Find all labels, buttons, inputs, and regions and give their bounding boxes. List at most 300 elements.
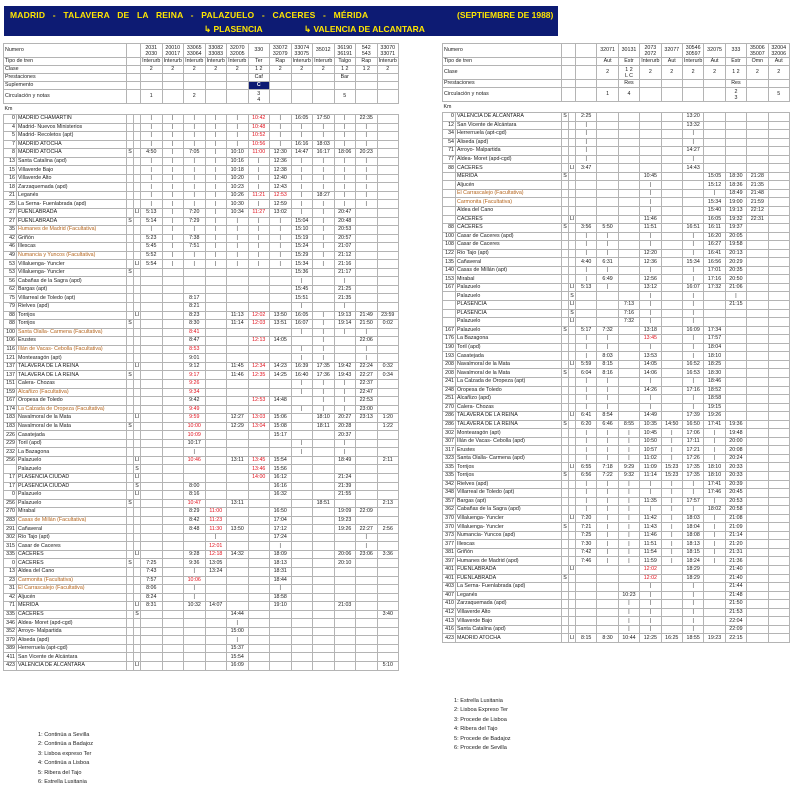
time-cell: | bbox=[291, 328, 313, 337]
time-cell: | bbox=[618, 514, 639, 523]
time-cell bbox=[725, 352, 746, 361]
stop-flag-cell bbox=[127, 593, 134, 602]
header-row bbox=[4, 74, 399, 82]
time-cell bbox=[747, 514, 768, 523]
km-cell: 88 bbox=[4, 311, 17, 320]
time-cell: | bbox=[576, 386, 597, 395]
time-cell bbox=[377, 448, 399, 457]
table-row bbox=[443, 352, 790, 361]
header-cell: 2 bbox=[270, 66, 292, 74]
time-cell: | bbox=[597, 480, 618, 489]
stop-flag-cell bbox=[127, 627, 134, 636]
time-cell: 6:04 bbox=[576, 369, 597, 378]
time-cell bbox=[205, 320, 227, 329]
time-cell: 21:07 bbox=[334, 243, 356, 252]
time-cell: | bbox=[313, 234, 335, 243]
table-row bbox=[443, 574, 790, 583]
station-cell: Casar de Caceres (apd) bbox=[456, 232, 562, 241]
time-cell: 15:17 bbox=[270, 431, 292, 440]
time-cell bbox=[747, 523, 768, 532]
time-cell bbox=[618, 130, 639, 139]
header-cell bbox=[768, 80, 789, 88]
km-cell: 208 bbox=[443, 360, 456, 369]
time-cell bbox=[725, 395, 746, 404]
table-row bbox=[4, 576, 399, 585]
table-row bbox=[4, 371, 399, 380]
time-cell bbox=[661, 224, 682, 233]
time-cell: | bbox=[184, 226, 206, 235]
time-cell: | bbox=[597, 403, 618, 412]
station-cell: Alcañizo (apd) bbox=[456, 395, 562, 404]
time-cell bbox=[661, 292, 682, 301]
time-cell bbox=[248, 644, 270, 653]
station-cell: Palazuelo bbox=[456, 318, 562, 327]
time-cell: 9:42 bbox=[184, 397, 206, 406]
time-cell: 10:18 bbox=[227, 166, 249, 175]
stop-flag-cell: S bbox=[563, 523, 567, 530]
time-cell bbox=[704, 138, 725, 147]
time-cell bbox=[248, 576, 270, 585]
stop-flag-cell: S bbox=[563, 173, 567, 180]
station-cell: Cabañas de la Sagra (apd) bbox=[456, 506, 562, 515]
time-cell bbox=[747, 352, 768, 361]
time-cell: 7:05 bbox=[184, 149, 206, 158]
time-cell bbox=[682, 189, 703, 198]
station-cell: Carmonita (Facultativa) bbox=[17, 576, 127, 585]
stop-flag-cell bbox=[562, 506, 569, 515]
time-cell bbox=[747, 429, 768, 438]
time-cell bbox=[661, 301, 682, 310]
time-cell: | bbox=[205, 191, 227, 200]
stop-flag-cell bbox=[562, 360, 569, 369]
time-cell: 10:44 bbox=[618, 634, 639, 643]
time-cell: | bbox=[661, 446, 682, 455]
time-cell bbox=[768, 215, 789, 224]
time-cell bbox=[618, 224, 639, 233]
time-cell: 11:35 bbox=[640, 497, 661, 506]
table-row bbox=[443, 326, 790, 335]
time-cell: | bbox=[162, 183, 184, 192]
time-cell bbox=[141, 439, 163, 448]
km-cell: 183 bbox=[4, 414, 17, 423]
time-cell bbox=[747, 531, 768, 540]
stop-flag-cell bbox=[562, 395, 569, 404]
time-cell bbox=[377, 653, 399, 662]
time-cell bbox=[356, 431, 378, 440]
time-cell bbox=[377, 157, 399, 166]
time-cell bbox=[747, 403, 768, 412]
time-cell bbox=[768, 386, 789, 395]
time-cell: | bbox=[313, 345, 335, 354]
time-cell bbox=[725, 343, 746, 352]
station-cell: VALENCIA DE ALCÁNTARA bbox=[17, 662, 127, 671]
station-cell: Villaverde Alto bbox=[456, 608, 562, 617]
stop-flag-cell bbox=[134, 328, 141, 337]
time-cell: 22:06 bbox=[356, 337, 378, 346]
time-cell: | bbox=[597, 395, 618, 404]
station-cell: La Serna- Fuenlabrada (apd) bbox=[17, 200, 127, 209]
time-cell: | bbox=[291, 174, 313, 183]
time-cell: 10:00 bbox=[184, 422, 206, 431]
time-cell: 16:17 bbox=[313, 149, 335, 158]
header-row bbox=[4, 58, 399, 66]
time-cell bbox=[661, 600, 682, 609]
stop-flag-cell bbox=[562, 386, 569, 395]
time-cell: | bbox=[640, 608, 661, 617]
time-cell: | bbox=[597, 540, 618, 549]
time-cell: | bbox=[682, 241, 703, 250]
time-cell: | bbox=[682, 480, 703, 489]
header-cell bbox=[184, 74, 206, 82]
time-cell: | bbox=[205, 209, 227, 218]
time-cell bbox=[640, 113, 661, 122]
header-cell: 542 543 bbox=[356, 44, 378, 58]
time-cell bbox=[248, 345, 270, 354]
notes-right bbox=[454, 697, 511, 753]
time-cell: | bbox=[661, 514, 682, 523]
time-cell bbox=[141, 285, 163, 294]
time-cell bbox=[248, 593, 270, 602]
time-cell: 19:43 bbox=[334, 371, 356, 380]
time-cell bbox=[141, 311, 163, 320]
time-cell bbox=[377, 132, 399, 141]
time-cell bbox=[768, 489, 789, 498]
time-cell: | bbox=[162, 191, 184, 200]
time-cell: 15:51 bbox=[291, 294, 313, 303]
time-cell: 14:07 bbox=[205, 602, 227, 611]
time-cell: | bbox=[356, 132, 378, 141]
header-cell: 33072 32079 bbox=[270, 44, 292, 58]
time-cell bbox=[141, 328, 163, 337]
time-cell bbox=[576, 189, 597, 198]
time-cell bbox=[661, 249, 682, 258]
time-cell: 21:35 bbox=[747, 181, 768, 190]
header-cell bbox=[205, 90, 227, 104]
station-cell: Palazuelo bbox=[17, 499, 127, 508]
time-cell: | bbox=[618, 437, 639, 446]
time-cell: 5:23 bbox=[141, 234, 163, 243]
stop-flag-cell bbox=[134, 132, 141, 141]
time-cell: 16:11 bbox=[704, 224, 725, 233]
time-cell bbox=[291, 414, 313, 423]
km-label: Km bbox=[4, 104, 399, 115]
time-cell: | bbox=[704, 523, 725, 532]
time-cell: 17:24 bbox=[270, 533, 292, 542]
km-cell: 401 bbox=[443, 574, 456, 583]
stop-flag-cell bbox=[127, 209, 134, 218]
time-cell bbox=[576, 583, 597, 592]
km-cell: 335 bbox=[443, 463, 456, 472]
time-cell bbox=[291, 644, 313, 653]
time-cell bbox=[205, 354, 227, 363]
stop-flag-cell: S bbox=[128, 371, 132, 378]
stop-flag-cell bbox=[562, 198, 569, 207]
table-row bbox=[4, 251, 399, 260]
time-cell: 17:16 bbox=[704, 275, 725, 284]
stop-flag-cell bbox=[134, 234, 141, 243]
time-cell: 20:10 bbox=[334, 559, 356, 568]
table-row bbox=[4, 320, 399, 329]
time-cell: 18:09 bbox=[270, 550, 292, 559]
km-cell: 71 bbox=[443, 147, 456, 156]
km-cell: 153 bbox=[443, 275, 456, 284]
title-banner bbox=[4, 6, 558, 36]
time-cell bbox=[377, 567, 399, 576]
time-cell: 19:23 bbox=[704, 634, 725, 643]
time-cell bbox=[768, 617, 789, 626]
station-cell: Illán de Vacas- Cebolla (Facultativa) bbox=[17, 345, 127, 354]
time-cell bbox=[141, 448, 163, 457]
time-cell bbox=[682, 181, 703, 190]
table-row bbox=[4, 362, 399, 371]
km-cell: 23 bbox=[4, 576, 17, 585]
time-cell bbox=[377, 251, 399, 260]
time-cell: 17:32 bbox=[704, 283, 725, 292]
time-cell bbox=[227, 328, 249, 337]
time-cell bbox=[704, 600, 725, 609]
station-cell: TALAVERA DE LA REINA bbox=[456, 420, 562, 429]
time-cell: | bbox=[162, 200, 184, 209]
km-cell: 270 bbox=[4, 508, 17, 517]
stop-flag-cell bbox=[569, 420, 576, 429]
km-cell: 167 bbox=[443, 326, 456, 335]
time-cell bbox=[356, 234, 378, 243]
time-cell bbox=[184, 277, 206, 286]
time-cell bbox=[747, 617, 768, 626]
station-cell: Palazuelo bbox=[17, 456, 127, 465]
km-cell: 370 bbox=[443, 523, 456, 532]
time-cell: 15:29 bbox=[291, 251, 313, 260]
time-cell bbox=[661, 335, 682, 344]
time-cell bbox=[205, 636, 227, 645]
time-cell: 12:40 bbox=[270, 174, 292, 183]
km-cell: 346 bbox=[4, 619, 17, 628]
time-cell bbox=[597, 600, 618, 609]
time-cell bbox=[747, 266, 768, 275]
stop-flag-cell bbox=[127, 226, 134, 235]
time-cell: 10:57 bbox=[640, 446, 661, 455]
time-cell bbox=[747, 360, 768, 369]
table-row bbox=[4, 328, 399, 337]
time-cell: | bbox=[205, 226, 227, 235]
time-cell: | bbox=[356, 166, 378, 175]
time-cell: 18:08 bbox=[682, 531, 703, 540]
station-cell: Oropesa de Toledo bbox=[456, 386, 562, 395]
time-cell bbox=[227, 516, 249, 525]
km-cell: 77 bbox=[443, 155, 456, 164]
time-cell bbox=[768, 557, 789, 566]
time-cell: 9:12 bbox=[184, 362, 206, 371]
table-row bbox=[443, 215, 790, 224]
header-cell: 2 bbox=[661, 66, 682, 80]
stop-flag-cell bbox=[562, 258, 569, 267]
km-cell: 226 bbox=[4, 431, 17, 440]
stop-flag-cell bbox=[127, 619, 134, 628]
time-cell: | bbox=[576, 232, 597, 241]
header-cell: 32004 32006 bbox=[768, 44, 789, 58]
station-cell: Río Tajo (apt) bbox=[456, 249, 562, 258]
time-cell: 20:23 bbox=[356, 149, 378, 158]
time-cell: 15:34 bbox=[682, 258, 703, 267]
time-cell: | bbox=[597, 548, 618, 557]
station-cell: Numancia y Yuncos (Facultativa) bbox=[17, 251, 127, 260]
km-cell: 71 bbox=[4, 602, 17, 611]
time-cell bbox=[661, 386, 682, 395]
km-cell: 232 bbox=[4, 448, 17, 457]
time-cell: 13:11 bbox=[227, 499, 249, 508]
time-cell bbox=[597, 113, 618, 122]
time-cell: | bbox=[184, 157, 206, 166]
time-cell: | bbox=[640, 266, 661, 275]
stop-flag-cell bbox=[127, 200, 134, 209]
time-cell bbox=[227, 431, 249, 440]
time-cell: 17:57 bbox=[704, 335, 725, 344]
header-cell: Res bbox=[725, 80, 746, 88]
time-cell bbox=[313, 662, 335, 671]
time-cell bbox=[248, 653, 270, 662]
stop-flag-cell bbox=[134, 140, 141, 149]
time-cell bbox=[768, 343, 789, 352]
time-cell bbox=[162, 354, 184, 363]
station-cell: Montearagón (apt) bbox=[456, 429, 562, 438]
km-cell: 15 bbox=[4, 166, 17, 175]
time-cell: | bbox=[704, 548, 725, 557]
time-cell: 20:39 bbox=[725, 480, 746, 489]
time-cell bbox=[227, 388, 249, 397]
time-cell: 20:33 bbox=[725, 471, 746, 480]
km-cell: 46 bbox=[4, 243, 17, 252]
station-cell: Aljucén bbox=[456, 181, 562, 190]
time-cell bbox=[270, 653, 292, 662]
time-cell: | bbox=[184, 166, 206, 175]
km-cell: 379 bbox=[4, 636, 17, 645]
time-cell bbox=[291, 337, 313, 346]
stop-flag-cell bbox=[134, 619, 141, 628]
time-cell: 20:58 bbox=[725, 506, 746, 515]
time-cell bbox=[747, 147, 768, 156]
time-cell bbox=[704, 625, 725, 634]
time-cell: | bbox=[618, 454, 639, 463]
km-cell: 370 bbox=[443, 514, 456, 523]
time-cell bbox=[597, 130, 618, 139]
time-cell: 0:02 bbox=[377, 320, 399, 329]
time-cell: 7:13 bbox=[618, 301, 639, 310]
stop-flag-cell bbox=[562, 454, 569, 463]
stop-flag-cell bbox=[134, 354, 141, 363]
stop-flag-cell bbox=[562, 283, 569, 292]
time-cell bbox=[377, 268, 399, 277]
time-cell bbox=[747, 326, 768, 335]
time-cell bbox=[162, 431, 184, 440]
time-cell bbox=[377, 174, 399, 183]
stop-flag-cell bbox=[127, 576, 134, 585]
time-cell: 21:40 bbox=[725, 574, 746, 583]
station-cell: Illán de Vacas- Cebolla (apd) bbox=[456, 437, 562, 446]
time-cell bbox=[768, 471, 789, 480]
time-cell bbox=[747, 608, 768, 617]
stop-flag-cell bbox=[127, 610, 134, 619]
time-cell: | bbox=[640, 506, 661, 515]
note: 2: Lisboa Expreso Ter bbox=[454, 707, 509, 714]
time-cell: 10:23 bbox=[227, 183, 249, 192]
time-cell: 8:17 bbox=[184, 294, 206, 303]
time-cell bbox=[248, 491, 270, 500]
station-cell: Rielves (apd) bbox=[17, 303, 127, 312]
time-cell bbox=[747, 164, 768, 173]
time-cell bbox=[576, 181, 597, 190]
stop-flag-cell bbox=[569, 480, 576, 489]
time-cell bbox=[618, 241, 639, 250]
time-cell bbox=[597, 147, 618, 156]
time-cell: | bbox=[725, 292, 746, 301]
km-cell: 79 bbox=[4, 303, 17, 312]
table-row bbox=[4, 567, 399, 576]
time-cell bbox=[205, 644, 227, 653]
time-cell bbox=[205, 627, 227, 636]
time-cell bbox=[597, 617, 618, 626]
time-cell bbox=[334, 576, 356, 585]
time-cell bbox=[377, 388, 399, 397]
time-cell: | bbox=[618, 506, 639, 515]
stop-flag-cell bbox=[127, 337, 134, 346]
time-cell: | bbox=[618, 446, 639, 455]
time-cell: 17:35 bbox=[682, 463, 703, 472]
time-cell bbox=[682, 172, 703, 181]
station-cell: CACERES bbox=[17, 550, 127, 559]
time-cell bbox=[618, 403, 639, 412]
table-row bbox=[4, 200, 399, 209]
stop-flag-cell bbox=[134, 448, 141, 457]
time-cell bbox=[725, 360, 746, 369]
table-row bbox=[4, 166, 399, 175]
km-cell: 286 bbox=[443, 420, 456, 429]
km-cell: 0 bbox=[4, 491, 17, 500]
time-cell: | bbox=[141, 183, 163, 192]
time-cell bbox=[205, 337, 227, 346]
time-cell bbox=[313, 619, 335, 628]
time-cell: | bbox=[205, 166, 227, 175]
time-cell: | bbox=[682, 377, 703, 386]
km-cell: 229 bbox=[4, 439, 17, 448]
time-cell bbox=[162, 559, 184, 568]
header-cell: 35012 bbox=[313, 44, 335, 58]
stop-flag-cell bbox=[134, 345, 141, 354]
time-cell bbox=[205, 379, 227, 388]
time-cell: 20:53 bbox=[725, 497, 746, 506]
table-row bbox=[443, 386, 790, 395]
stop-flag-cell bbox=[569, 497, 576, 506]
time-cell: | bbox=[576, 266, 597, 275]
time-cell: | bbox=[682, 232, 703, 241]
time-cell bbox=[162, 576, 184, 585]
time-cell bbox=[747, 113, 768, 122]
time-cell bbox=[768, 266, 789, 275]
time-cell: | bbox=[184, 183, 206, 192]
table-row bbox=[4, 379, 399, 388]
time-cell: 16:50 bbox=[682, 420, 703, 429]
stop-flag-cell: S bbox=[128, 559, 132, 566]
time-cell bbox=[618, 138, 639, 147]
time-cell: 16:39 bbox=[291, 362, 313, 371]
time-cell: 15:10 bbox=[291, 226, 313, 235]
km-cell: 381 bbox=[443, 548, 456, 557]
time-cell bbox=[205, 328, 227, 337]
header-cell: 2 bbox=[377, 66, 399, 74]
time-cell: 18:29 bbox=[682, 565, 703, 574]
station-cell: Cabañas de la Sagra (apd) bbox=[17, 277, 127, 286]
stop-flag-cell bbox=[127, 550, 134, 559]
time-cell: | bbox=[291, 303, 313, 312]
